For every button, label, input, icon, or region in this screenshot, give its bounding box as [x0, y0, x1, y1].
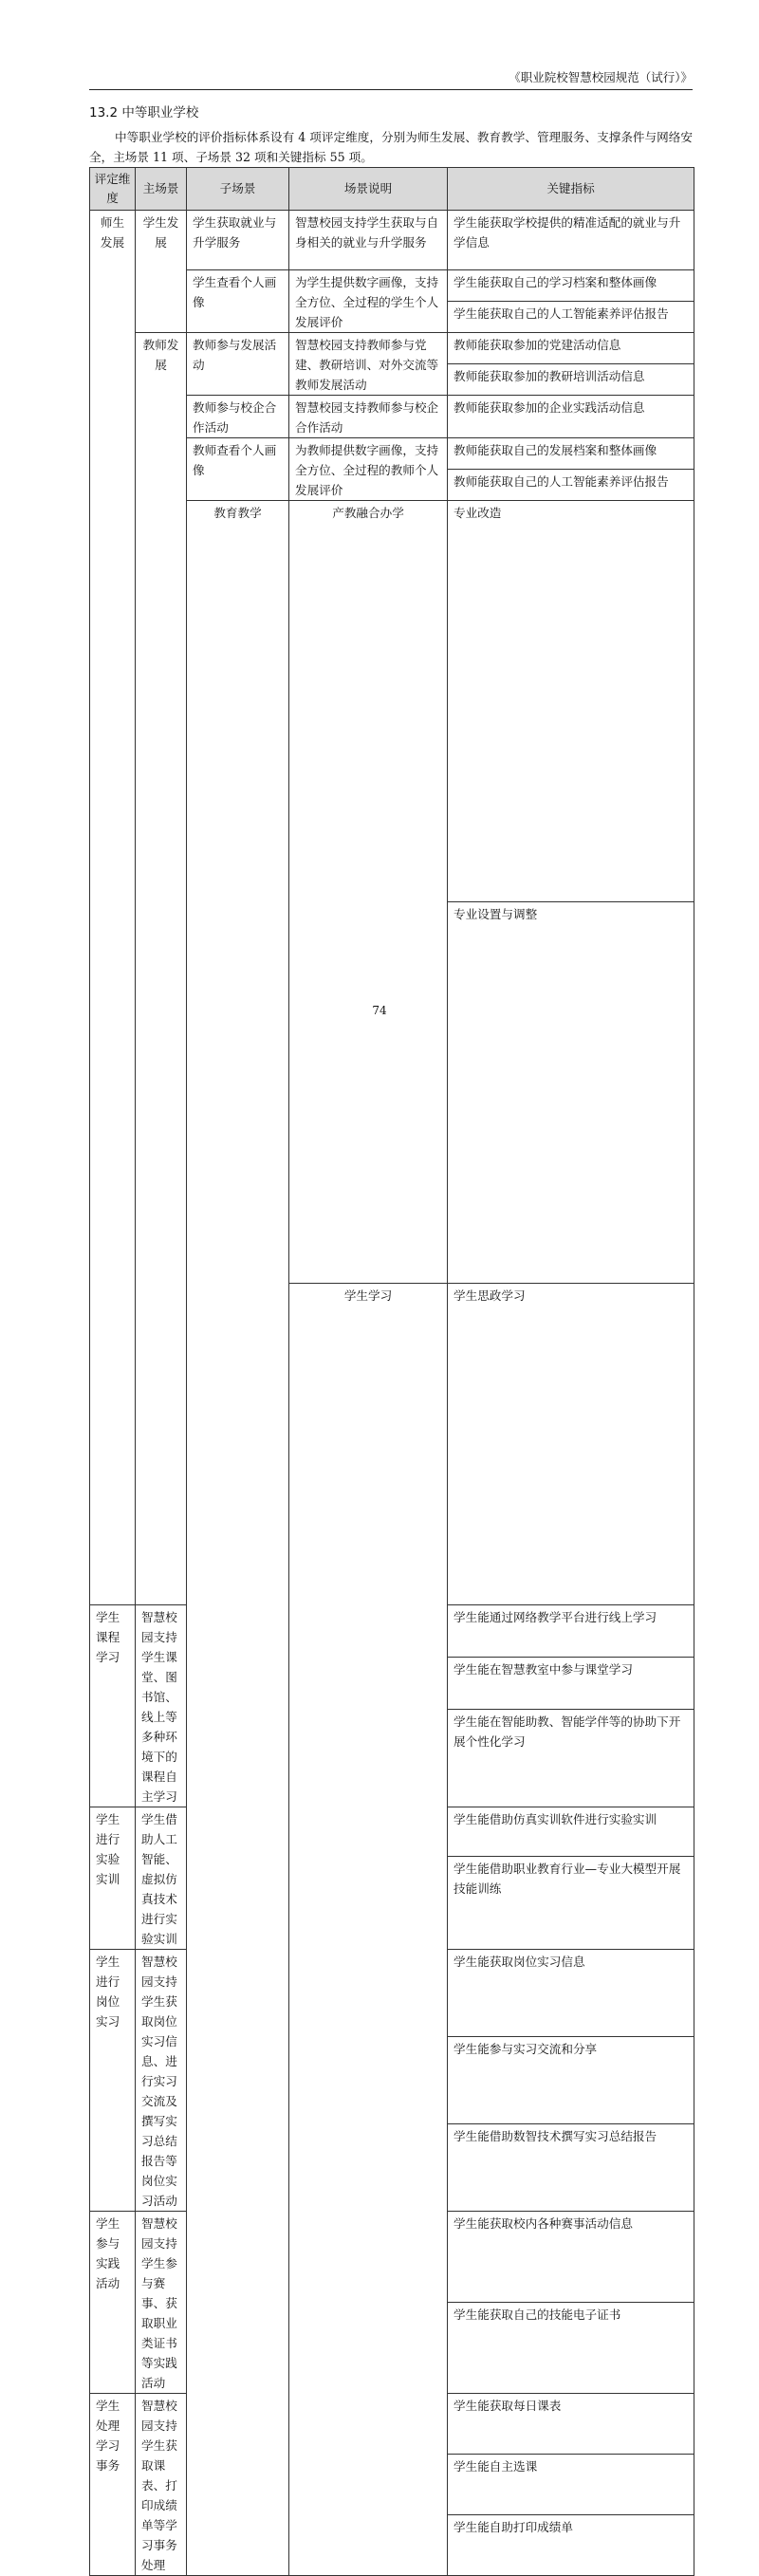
intro-paragraph: 中等职业学校的评价指标体系设有 4 项评定维度，分别为师生发展、教育教学、管理服务、支撑条件与网络安全，主场景 11 项、子场景 32 项和关键指标 55 项。 [89, 130, 693, 164]
table-header-row [90, 168, 694, 211]
sub-scene-cell: 学生查看个人画像 [187, 270, 289, 333]
header-dimension: 评定维度 [90, 168, 136, 211]
sub-scene-cell: 学生课程学习 [90, 1605, 136, 1807]
indicator-cell: 教师能获取参加的党建活动信息 [448, 333, 694, 364]
description-cell: 为教师提供数字画像，支持全方位、全过程的教师个人发展评价 [289, 438, 448, 501]
description-cell: 智慧校园支持学生获取岗位实习信息、进行实习交流及撰写实习总结报告等岗位实习活动 [136, 1950, 187, 2212]
indicator-cell: 教师能获取参加的教研培训活动信息 [448, 364, 694, 396]
sub-scene-cell: 专业设置与调整 [448, 902, 694, 1284]
header-main-scene: 主场景 [136, 168, 187, 211]
description-cell: 智慧校园支持学生参与赛事、获取职业类证书等实践活动 [136, 2212, 187, 2394]
indicator-cell: 教师能获取自己的发展档案和整体画像 [448, 438, 694, 470]
sub-scene-cell: 教师参与校企合作活动 [187, 396, 289, 438]
page-number: 74 [372, 1004, 387, 1017]
sub-scene-cell: 专业改造 [448, 501, 694, 902]
section-title: 13.2 中等职业学校 [89, 105, 199, 120]
sub-scene-cell: 学生思政学习 [448, 1284, 694, 1605]
indicator-cell: 学生能获取学校提供的精准适配的就业与升学信息 [448, 211, 694, 270]
description-cell: 智慧校园支持学生获取课表、打印成绩单等学习事务处理 [136, 2394, 187, 2576]
main-scene-cell: 教师发展 [136, 333, 187, 1605]
indicator-cell: 学生能获取岗位实习信息 [448, 1950, 694, 2037]
indicator-cell: 教师能获取自己的人工智能素养评估报告 [448, 470, 694, 501]
indicator-cell: 学生能获取自己的人工智能素养评估报告 [448, 302, 694, 333]
description-cell: 智慧校园支持学生获取与自身相关的就业与升学服务 [289, 211, 448, 270]
indicator-cell: 学生能获取校内各种赛事活动信息 [448, 2212, 694, 2303]
main-scene-cell: 产教融合办学 [289, 501, 448, 1284]
indicator-cell: 学生能参与实习交流和分享 [448, 2037, 694, 2124]
table-row [90, 333, 694, 364]
indicator-cell: 学生能借助仿真实训软件进行实验实训 [448, 1807, 694, 1857]
sub-scene-cell: 学生处理学习事务 [90, 2394, 136, 2576]
main-scene-cell: 学生学习 [289, 1284, 448, 2576]
running-header: 《职业院校智慧校园规范（试行）》 [89, 68, 693, 90]
dimension-cell: 师生发展 [90, 211, 136, 1605]
description-cell: 智慧校园支持教师参与党建、教研培训、对外交流等教师发展活动 [289, 333, 448, 396]
dimension-cell: 教育教学 [187, 501, 289, 2576]
table-row [90, 211, 694, 270]
indicator-table [89, 167, 694, 2576]
header-sub-scene: 子场景 [187, 168, 289, 211]
sub-scene-cell: 教师参与发展活动 [187, 333, 289, 396]
sub-scene-cell: 学生进行岗位实习 [90, 1950, 136, 2212]
description-cell: 智慧校园支持教师参与校企合作活动 [289, 396, 448, 438]
indicator-cell: 学生能获取自己的学习档案和整体画像 [448, 270, 694, 302]
description-cell: 智慧校园支持学生课堂、图书馆、线上等多种环境下的课程自主学习 [136, 1605, 187, 1807]
indicator-cell: 学生能自助打印成绩单 [448, 2515, 694, 2576]
description-cell: 为学生提供数字画像，支持全方位、全过程的学生个人发展评价 [289, 270, 448, 333]
indicator-cell: 学生能获取自己的技能电子证书 [448, 2303, 694, 2394]
indicator-cell: 学生能自主选课 [448, 2455, 694, 2515]
indicator-cell: 教师能获取参加的企业实践活动信息 [448, 396, 694, 438]
header-indicator: 关键指标 [448, 168, 694, 211]
description-cell: 学生借助人工智能、虚拟仿真技术进行实验实训 [136, 1807, 187, 1950]
sub-scene-cell: 学生进行实验实训 [90, 1807, 136, 1950]
indicator-cell: 学生能在智慧教室中参与课堂学习 [448, 1657, 694, 1709]
indicator-cell: 学生能借助数智技术撰写实习总结报告 [448, 2124, 694, 2212]
indicator-cell: 学生能获取每日课表 [448, 2394, 694, 2455]
sub-scene-cell: 教师查看个人画像 [187, 438, 289, 501]
sub-scene-cell: 学生参与实践活动 [90, 2212, 136, 2394]
indicator-cell: 学生能借助职业教育行业—专业大模型开展技能训练 [448, 1857, 694, 1950]
indicator-cell: 学生能通过网络教学平台进行线上学习 [448, 1605, 694, 1658]
sub-scene-cell: 学生获取就业与升学服务 [187, 211, 289, 270]
header-description: 场景说明 [289, 168, 448, 211]
main-scene-cell: 学生发展 [136, 211, 187, 333]
indicator-cell: 学生能在智能助教、智能学伴等的协助下开展个性化学习 [448, 1709, 694, 1807]
